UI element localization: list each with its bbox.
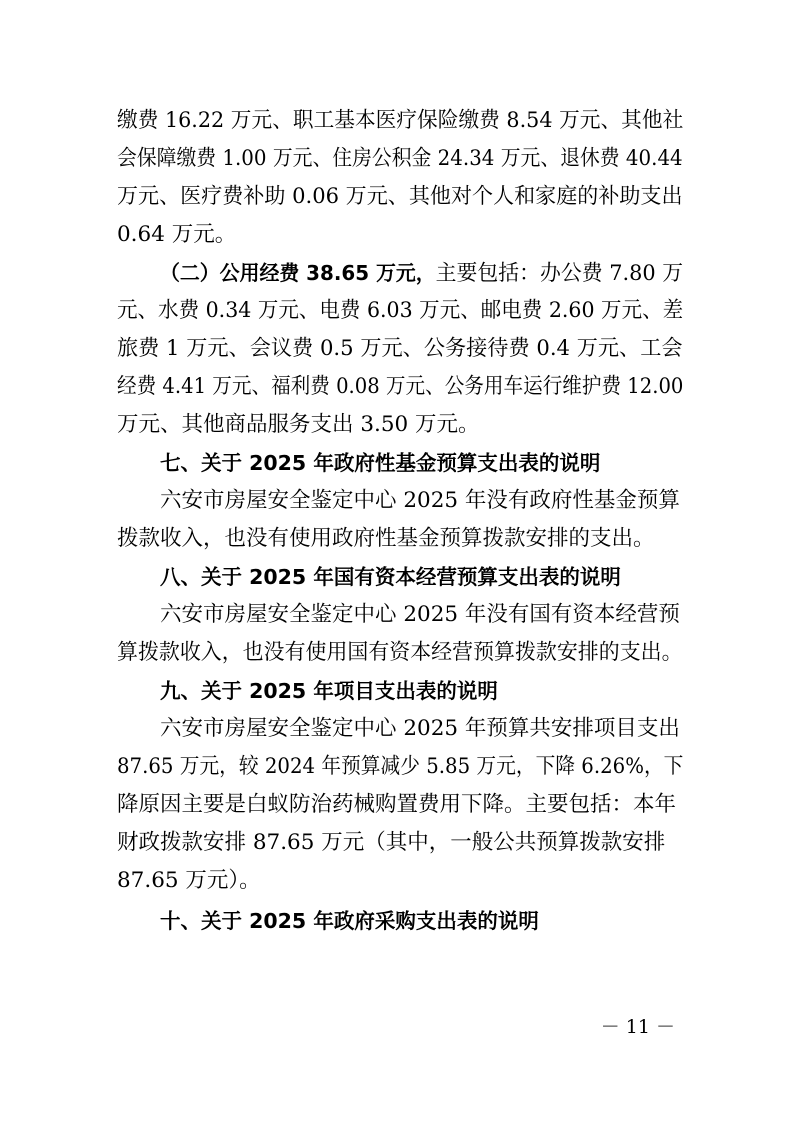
body-text-line: 算拨款收入，也没有使用国有资本经营预算拨款安排的支出。 — [117, 640, 683, 665]
section-7-heading: 七、关于 2025 年政府性基金预算支出表的说明 — [160, 451, 601, 475]
body-text-line: 拨款收入，也没有使用政府性基金预算拨款安排的支出。 — [117, 526, 655, 551]
body-text-line: 87.65 万元）。 — [117, 868, 261, 893]
body-text-line: 财政拨款安排 87.65 万元（其中，一般公共预算拨款安排 — [117, 830, 666, 855]
public-funds-heading: （二）公用经费 38.65 万元， — [160, 261, 436, 285]
body-text-line: 元、水费 0.34 万元、电费 6.03 万元、邮电费 2.60 万元、差 — [117, 298, 684, 323]
body-text-line: 缴费 16.22 万元、职工基本医疗保险缴费 8.54 万元、其他社 — [117, 108, 684, 133]
body-text-line: 六安市房屋安全鉴定中心 2025 年预算共安排项目支出 — [160, 716, 680, 741]
body-text-line: 会保障缴费 1.00 万元、住房公积金 24.34 万元、退休费 40.44 — [117, 146, 683, 171]
body-text-line: 六安市房屋安全鉴定中心 2025 年没有政府性基金预算 — [160, 488, 680, 513]
public-funds-first-line — [160, 255, 683, 291]
public-funds-intro: 主要包括：办公费 7.80 万 — [435, 261, 684, 286]
body-text-line: 0.64 万元。 — [117, 222, 237, 247]
section-8-heading: 八、关于 2025 年国有资本经营预算支出表的说明 — [160, 565, 621, 589]
body-text-line: 万元、其他商品服务支出 3.50 万元。 — [117, 412, 480, 437]
body-text-line: 万元、医疗费补助 0.06 万元、其他对个人和家庭的补助支出 — [117, 184, 683, 209]
section-9-heading: 九、关于 2025 年项目支出表的说明 — [160, 679, 498, 703]
body-text-line: 旅费 1 万元、会议费 0.5 万元、公务接待费 0.4 万元、工会 — [117, 336, 683, 361]
body-text-line: 六安市房屋安全鉴定中心 2025 年没有国有资本经营预 — [160, 602, 680, 627]
body-text-line: 降原因主要是白蚁防治药械购置费用下降。主要包括：本年 — [117, 792, 677, 817]
body-text-line: 经费 4.41 万元、福利费 0.08 万元、公务用车运行维护费 12.00 — [117, 374, 684, 399]
page-number: － 11 － — [600, 1016, 675, 1038]
body-text-line: 87.65 万元，较 2024 年预算减少 5.85 万元，下降 6.26%，下 — [117, 754, 684, 779]
section-10-heading: 十、关于 2025 年政府采购支出表的说明 — [160, 909, 539, 933]
